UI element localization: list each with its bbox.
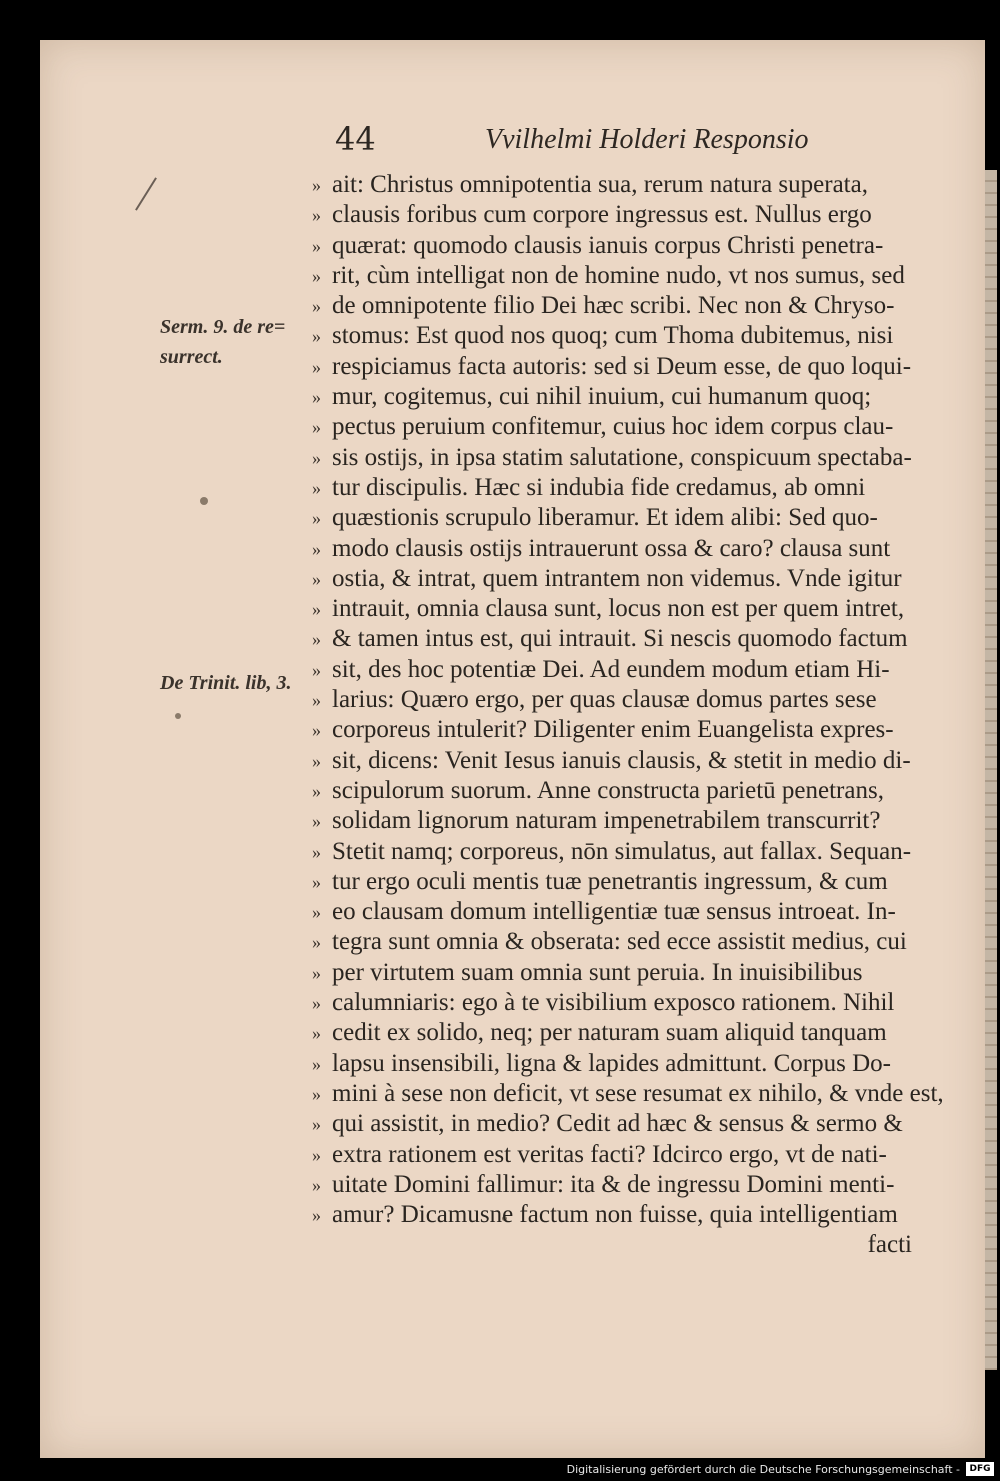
line-text: per virtutem suam omnia sunt peruia. In inuisibilibus — [332, 958, 863, 986]
line-text: sit, dicens: Venit Iesus ianuis clausis, & stetit in medio di- — [332, 746, 911, 774]
text-line — [312, 473, 972, 503]
text-line — [312, 1200, 972, 1230]
quotation-marker: » — [312, 841, 321, 862]
line-text: tur discipulis. Hæc si indubia fide credamus, ab omni — [332, 473, 866, 501]
text-line — [312, 685, 972, 715]
line-text: pectus peruium confitemur, cuius hoc idem corpus clau- — [332, 413, 894, 441]
line-text: & tamen intus est, qui intrauit. Si nescis quomodo factum — [332, 625, 908, 653]
text-line — [312, 897, 972, 927]
running-title: Vvilhelmi Holderi Responsio — [485, 124, 809, 155]
text-line — [312, 837, 972, 867]
page-number: 44 — [335, 120, 376, 158]
text-line — [312, 655, 972, 685]
quotation-marker: » — [312, 1083, 321, 1104]
line-text: scipulorum suorum. Anne constructa parietū penetrans, — [332, 776, 884, 804]
quotation-marker: » — [312, 387, 321, 408]
dfg-logo: DFG — [966, 1462, 994, 1476]
margin-note-line: Serm. 9. de re= — [160, 316, 286, 338]
line-text: intrauit, omnia clausa sunt, locus non est per quem intret, — [332, 595, 905, 623]
quotation-marker: » — [312, 750, 321, 771]
quotation-marker: » — [312, 356, 321, 377]
text-line — [312, 1049, 972, 1079]
line-text: sis ostijs, in ipsa statim salutatione, conspicuum spectaba- — [332, 443, 912, 471]
margin-note-line: surrect. — [160, 346, 223, 368]
line-text: tur ergo oculi mentis tuæ penetrantis ingressum, & cum — [332, 867, 888, 895]
text-line — [312, 534, 972, 564]
quotation-marker: » — [312, 508, 321, 529]
text-line — [312, 594, 972, 624]
line-text: cedit ex solido, neq; per naturam suam aliquid tanquam — [332, 1019, 887, 1047]
text-line — [312, 988, 972, 1018]
quotation-marker: » — [312, 296, 321, 317]
text-line — [312, 806, 972, 836]
quotation-marker: » — [312, 205, 321, 226]
line-text: quærat: quomodo clausis ianuis corpus Christi penetra- — [332, 231, 884, 259]
quotation-marker: » — [312, 1023, 321, 1044]
quotation-marker: » — [312, 1174, 321, 1195]
text-line — [312, 1170, 972, 1200]
line-text: lapsu insensibili, ligna & lapides admittunt. Corpus Do- — [332, 1049, 891, 1077]
text-line — [312, 291, 972, 321]
text-line — [312, 231, 972, 261]
quotation-marker: » — [312, 690, 321, 711]
quotation-marker: » — [312, 871, 321, 892]
quotation-marker: » — [312, 962, 321, 983]
quotation-marker: » — [312, 993, 321, 1014]
line-text: mur, cogitemus, cui nihil inuium, cui humanum quoq; — [332, 383, 872, 411]
margin-note-trinit — [160, 668, 291, 698]
line-text: uitate Domini fallimur: ita & de ingressu Domini menti- — [332, 1170, 895, 1198]
text-line — [312, 715, 972, 745]
text-line — [312, 624, 972, 654]
quotation-marker: » — [312, 175, 321, 195]
text-line — [312, 927, 972, 957]
quotation-marker: » — [312, 780, 321, 801]
quotation-marker: » — [312, 902, 321, 923]
page-edge-stack — [985, 170, 997, 1370]
line-text: modo clausis ostijs intrauerunt ossa & caro? clausa sunt — [332, 534, 891, 562]
line-text: ostia, & intrat, quem intrantem non videmus. Vnde igitur — [332, 564, 902, 592]
quotation-marker: » — [312, 447, 321, 468]
text-line — [312, 352, 972, 382]
quotation-marker: » — [312, 629, 321, 650]
text-line — [312, 170, 972, 200]
text-line — [312, 1018, 972, 1048]
text-line — [312, 1109, 972, 1139]
line-text: solidam lignorum naturam impenetrabilem transcurrit? — [332, 807, 881, 835]
line-text: clausis foribus cum corpore ingressus est. Nullus ergo — [332, 201, 872, 229]
text-line — [312, 412, 972, 442]
line-text: quæstionis scrupulo liberamur. Et idem alibi: Sed quo- — [332, 504, 878, 532]
quotation-marker: » — [312, 235, 321, 256]
quotation-marker: » — [312, 417, 321, 438]
text-line — [312, 1140, 972, 1170]
line-text: extra rationem est veritas facti? Idcirco ergo, vt de nati- — [332, 1140, 887, 1168]
text-line — [312, 867, 972, 897]
body-text — [312, 170, 972, 1261]
paper-speck — [175, 713, 181, 719]
quotation-marker: » — [312, 1114, 321, 1135]
line-text: stomus: Est quod nos quoq; cum Thoma dubitemus, nisi — [332, 322, 894, 350]
margin-note-line: De Trinit. lib, 3. — [160, 672, 292, 694]
line-text: corporeus intulerit? Diligenter enim Euangelista expres- — [332, 716, 894, 744]
quotation-marker: » — [312, 720, 321, 741]
quotation-marker: » — [312, 568, 321, 589]
text-line — [312, 321, 972, 351]
line-text: amur? Dicamusne factum non fuisse, quia intelligentiam — [332, 1201, 898, 1229]
quotation-marker: » — [312, 1144, 321, 1165]
line-text: larius: Quæro ergo, per quas clausæ domus partes sese — [332, 686, 877, 714]
line-text: tegra sunt omnia & obserata: sed ecce assistit medius, cui — [332, 928, 907, 956]
line-text: mini à sese non deficit, vt sese resumat ex nihilo, & vnde est, — [332, 1079, 944, 1107]
quotation-marker: » — [312, 326, 321, 347]
line-text: ait: Christus omnipotentia sua, rerum natura superata, — [332, 171, 868, 198]
text-line — [312, 746, 972, 776]
quotation-marker: » — [312, 599, 321, 620]
quotation-marker: » — [312, 477, 321, 498]
margin-note-sermon — [160, 312, 285, 372]
paper-speck — [200, 497, 208, 505]
quotation-marker: » — [312, 811, 321, 832]
footer-credit: Digitalisierung gefördert durch die Deutsche Forschungsgemeinschaft - — [566, 1463, 960, 1476]
line-text: qui assistit, in medio? Cedit ad hæc & sensus & sermo & — [332, 1110, 903, 1138]
text-line — [312, 564, 972, 594]
text-line — [312, 443, 972, 473]
page-header — [320, 120, 940, 160]
line-text: respiciamus facta autoris: sed si Deum esse, de quo loqui- — [332, 352, 912, 380]
quotation-marker: » — [312, 932, 321, 953]
line-text: Stetit namq; corporeus, nōn simulatus, aut fallax. Sequan- — [332, 837, 912, 865]
quotation-marker: » — [312, 1053, 321, 1074]
text-line — [312, 382, 972, 412]
catchword: facti — [867, 1231, 912, 1259]
text-line — [312, 958, 972, 988]
line-text: de omnipotente filio Dei hæc scribi. Nec non & Chryso- — [332, 292, 895, 320]
quotation-marker: » — [312, 265, 321, 286]
text-line — [312, 200, 972, 230]
line-text: rit, cùm intelligat non de homine nudo, vt nos sumus, sed — [332, 261, 905, 289]
line-text: sit, des hoc potentiæ Dei. Ad eundem modum etiam Hi- — [332, 655, 890, 683]
quotation-marker: » — [312, 659, 321, 680]
line-text: calumniaris: ego à te visibilium exposco rationem. Nihil — [332, 989, 895, 1017]
text-line — [312, 503, 972, 533]
text-line — [312, 261, 972, 291]
quotation-marker: » — [312, 538, 321, 559]
quotation-marker: » — [312, 1205, 321, 1226]
text-line — [312, 1079, 972, 1109]
text-line — [312, 776, 972, 806]
line-text: eo clausam domum intelligentiæ tuæ sensus introeat. In- — [332, 898, 896, 926]
